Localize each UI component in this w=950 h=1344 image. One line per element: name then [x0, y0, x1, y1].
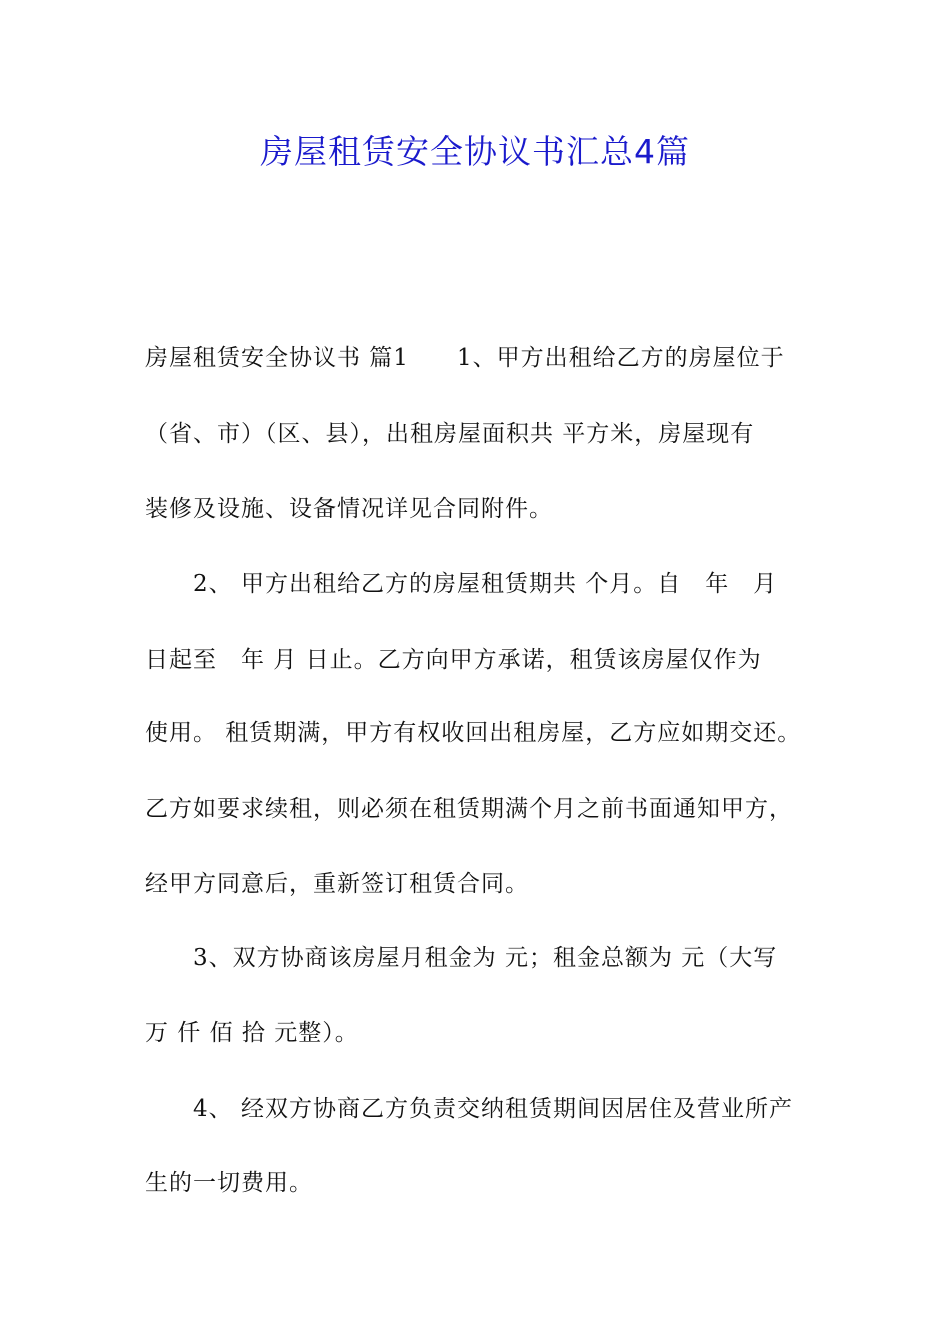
paragraph-line: 房屋租赁安全协议书 篇1 1、甲方出租给乙方的房屋位于	[145, 345, 785, 371]
paragraph-line: 日起至 年 月 日止。乙方向甲方承诺，租赁该房屋仅作为	[145, 647, 762, 673]
paragraph-line: 3、双方协商该房屋月租金为 元；租金总额为 元（大写	[193, 945, 778, 971]
paragraph-line: 万 仟 佰 拾 元整）。	[145, 1020, 359, 1046]
paragraph-line: 乙方如要求续租，则必须在租赁期满个月之前书面通知甲方，	[145, 796, 793, 822]
paragraph-line: 4、 经双方协商乙方负责交纳租赁期间因居住及营业所产	[193, 1096, 793, 1122]
paragraph-line: （省、市）（区、县），出租房屋面积共 平方米，房屋现有	[145, 421, 755, 447]
paragraph-line: 经甲方同意后，重新签订租赁合同。	[145, 871, 529, 897]
paragraph-line: 使用。 租赁期满，甲方有权收回出租房屋，乙方应如期交还。	[145, 720, 802, 746]
paragraph-line: 装修及设施、设备情况详见合同附件。	[145, 496, 553, 522]
document-title: 房屋租赁安全协议书汇总4篇	[260, 132, 690, 171]
paragraph-line: 2、 甲方出租给乙方的房屋租赁期共 个月。自 年 月	[193, 571, 778, 597]
paragraph-line: 生的一切费用。	[145, 1170, 313, 1196]
